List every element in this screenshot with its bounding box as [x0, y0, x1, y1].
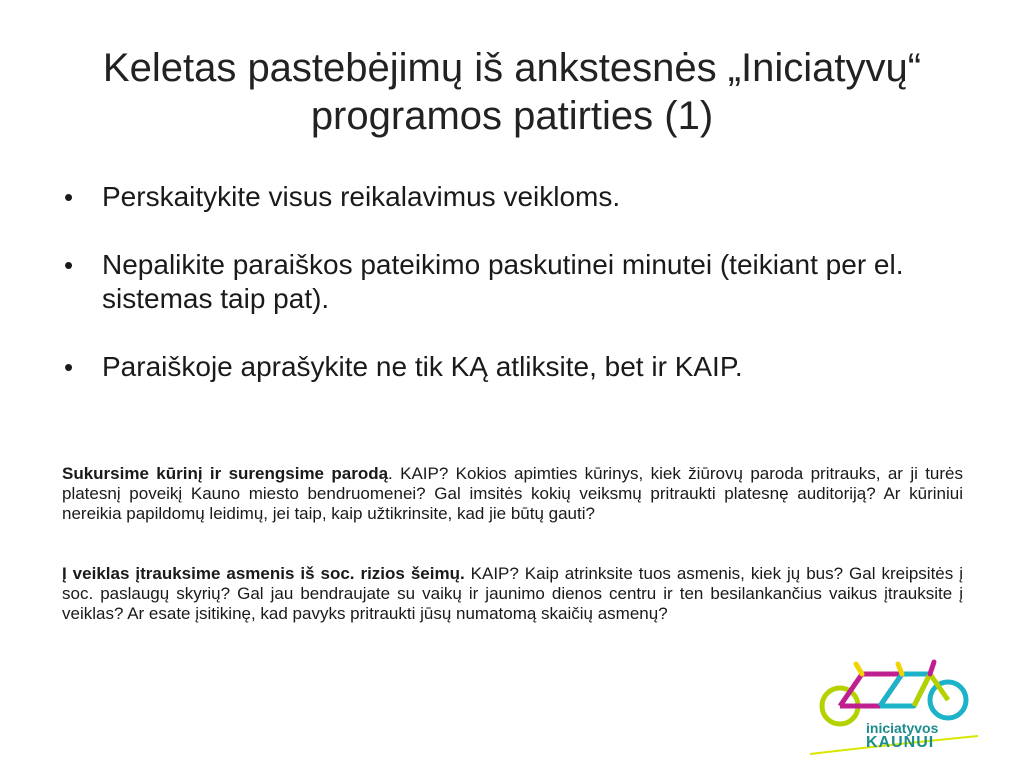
slide-title: Keletas pastebėjimų iš ankstesnės „Iniciatyvų“ programos patirties (1): [102, 46, 922, 138]
bullet-item: • Perskaitykite visus reikalavimus veikloms.: [58, 180, 963, 214]
paragraph-lead: Į veiklas įtrauksime asmenis iš soc. rizios šeimų.: [62, 564, 465, 583]
bullet-item: • Nepalikite paraiškos pateikimo paskutinei minutei (teikiant per el. sistemas taip pat).: [58, 248, 963, 316]
logo-text: iniciatyvos: [866, 720, 939, 736]
bullet-list: [58, 180, 963, 384]
example-paragraph: [62, 464, 963, 524]
paragraph-text: KAIP? Kaip atrinksite tuos asmenis, kiek jų bus? Gal kreipsitės į soc. paslaugų skyrių? Gal jau bendraujate su vaikų ir jaunimo dienos centru ir ten besilankančius vaikus įtrauksite į veiklas? Ar esate įsitikinę, kad pavyks pritraukti jūsų numatomą skaičių asmenų?: [62, 564, 963, 623]
bullet-item: • Paraiškoje aprašykite ne tik KĄ atliksite, bet ir KAIP.: [58, 350, 963, 384]
paragraph-text: . KAIP? Kokios apimties kūrinys, kiek žiūrovų paroda pritrauks, ar ji turės platesnį poveikį Kauno miesto bendruomenei? Gal imsitės kokių veiksmų pritraukti platesnę auditoriją? Ar kūriniui nereikia papildomų leidimų, jei taip, kaip užtikrinsite, kad jie būtų gauti?: [62, 464, 964, 523]
paragraph-lead: Sukursime kūrinį ir surengsime parodą: [62, 464, 389, 483]
example-paragraph: [62, 564, 963, 624]
logo-text: KAUNUI: [866, 734, 935, 751]
